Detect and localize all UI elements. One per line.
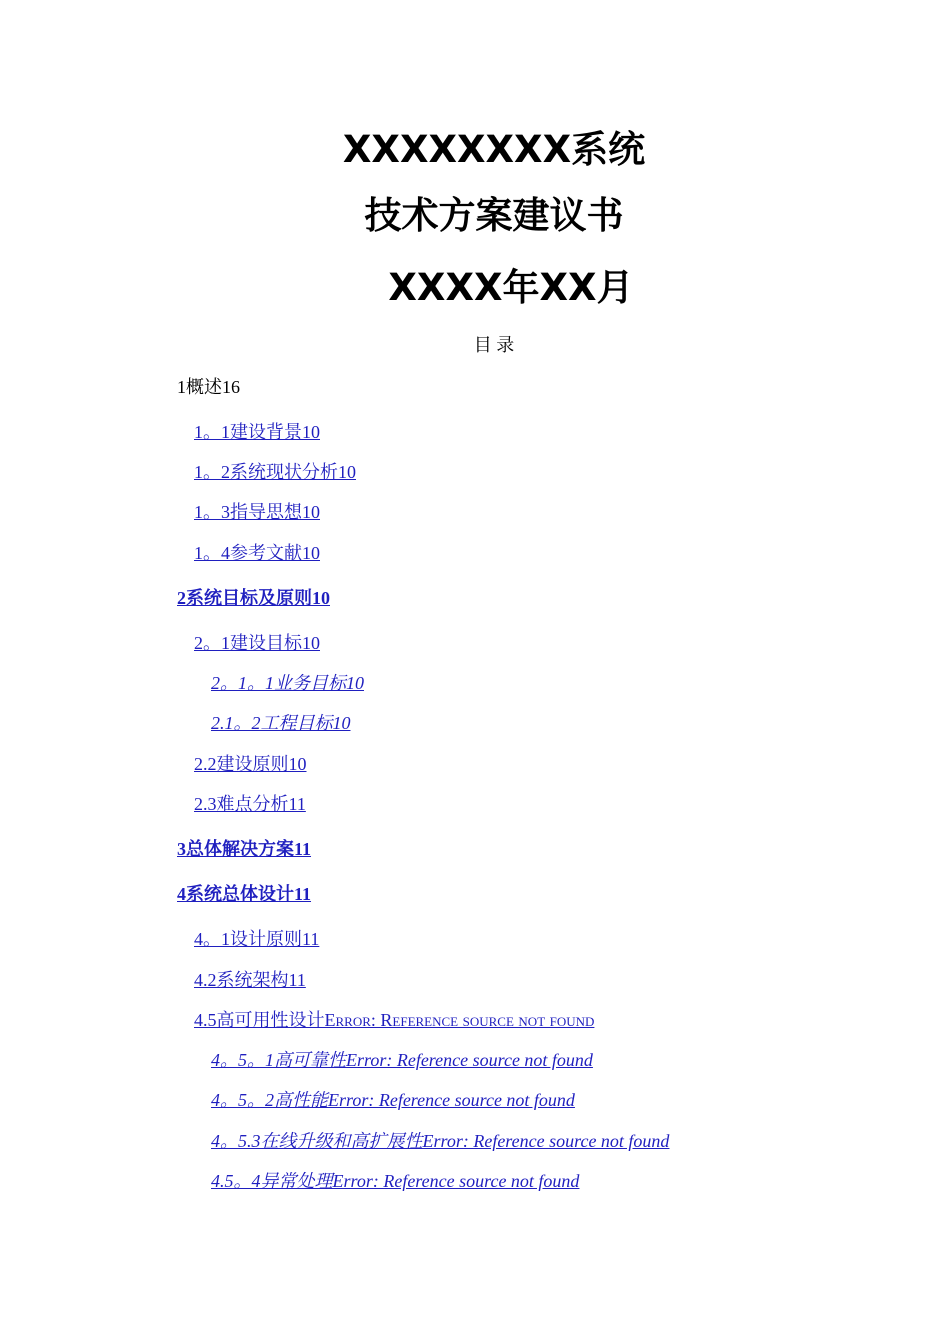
toc-link-4-5[interactable]: 4.5高可用性设计Error: Reference source not found — [194, 1010, 595, 1030]
toc-link-4-5-2[interactable]: 4。5。2高性能Error: Reference source not found — [211, 1090, 575, 1110]
toc-link-2-3[interactable]: 2.3难点分析11 — [194, 794, 306, 814]
toc-link-2-1-2[interactable]: 2.1。2工程目标10 — [211, 713, 351, 733]
document-date: XXXX年XX月 — [388, 266, 634, 309]
toc-heading: 目 录 — [473, 335, 515, 355]
toc-link-1-4[interactable]: 1。4参考文献10 — [194, 543, 320, 563]
toc-link-4-5-3[interactable]: 4。5.3在线升级和高扩展性Error: Reference source not found — [211, 1131, 670, 1151]
toc-link-4-5-1[interactable]: 4。5。1高可靠性Error: Reference source not found — [211, 1050, 593, 1070]
toc-link-4[interactable]: 4系统总体设计11 — [177, 884, 312, 904]
toc-link-2-1[interactable]: 2。1建设目标10 — [194, 633, 320, 653]
toc-link-2-2[interactable]: 2.2建设原则10 — [194, 754, 307, 774]
toc-link-1-3[interactable]: 1。3指导思想10 — [194, 502, 320, 522]
toc-link-3[interactable]: 3总体解决方案11 — [177, 839, 312, 859]
toc-link-2[interactable]: 2系统目标及原则10 — [177, 588, 330, 608]
toc-link-4-2[interactable]: 4.2系统架构11 — [194, 970, 306, 990]
toc-link-1-1[interactable]: 1。1建设背景10 — [194, 422, 320, 442]
document-title-proposal: 技术方案建议书 — [364, 194, 624, 237]
document-title-system: XXXXXXXX系统 — [342, 128, 646, 171]
toc-link-2-1-1[interactable]: 2。1。1业务目标10 — [211, 673, 364, 693]
toc-link-4-5-4[interactable]: 4.5。4异常处理Error: Reference source not found — [211, 1171, 580, 1191]
toc-entry-1: 1概述16 — [177, 377, 240, 397]
toc-link-1-2[interactable]: 1。2系统现状分析10 — [194, 462, 356, 482]
toc-link-4-1[interactable]: 4。1设计原则11 — [194, 929, 320, 949]
